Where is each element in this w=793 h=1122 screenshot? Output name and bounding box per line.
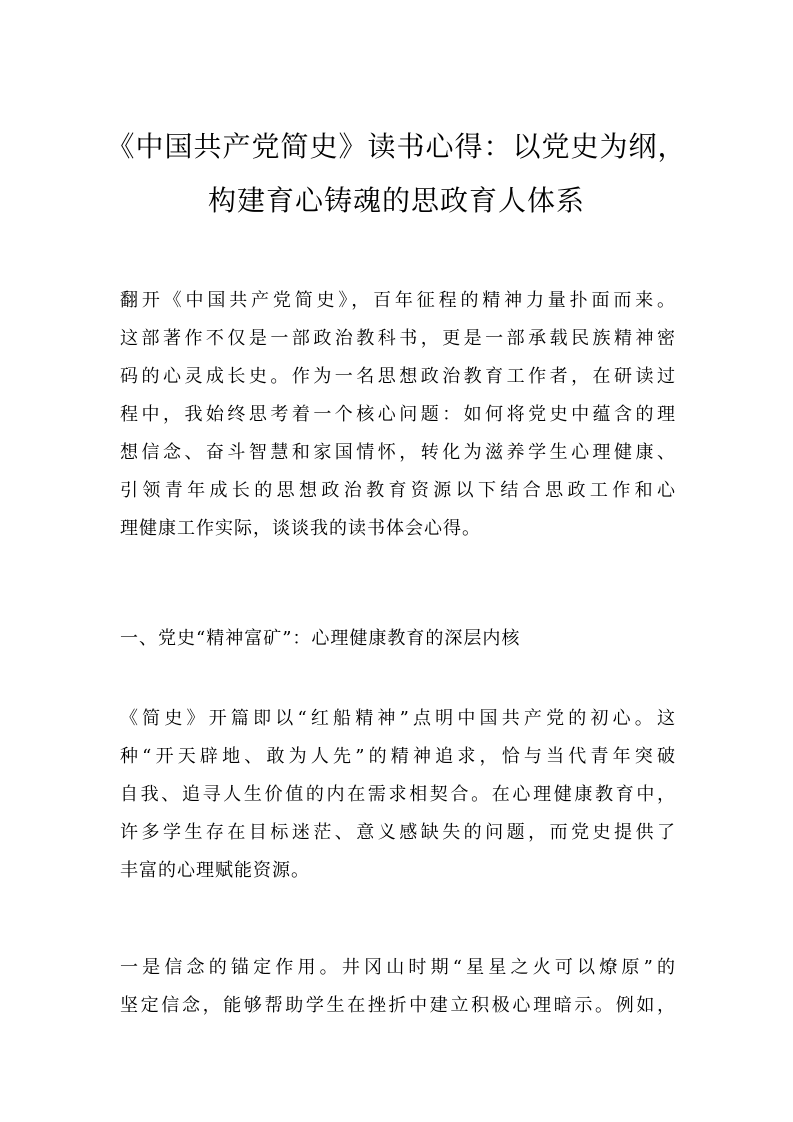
paragraph-line: 引领青年成长的思想政治教育资源以下结合思政工作和心 [120, 480, 676, 501]
paragraph-line: 理健康工作实际，谈谈我的读书体会心得。 [120, 518, 481, 539]
paragraph-line: 翻开《中国共产党简史》，百年征程的精神力量扑面而来。 [120, 290, 676, 311]
paragraph-line: 许多学生存在目标迷茫、意义感缺失的问题，而党史提供了 [120, 822, 676, 843]
paragraph-line: 程中，我始终思考着一个核心问题：如何将党史中蕴含的理 [120, 404, 676, 425]
paragraph-line: 码的心灵成长史。作为一名思想政治教育工作者，在研读过 [120, 366, 676, 387]
paragraph-intro [120, 282, 676, 548]
paragraph-line: 种“开天辟地、敢为人先”的精神追求，恰与当代青年突破 [120, 746, 676, 767]
paragraph-belief [120, 949, 676, 1025]
paragraph-red-boat [120, 700, 676, 890]
paragraph-line: 丰富的心理赋能资源。 [120, 860, 310, 881]
paragraph-line: 想信念、奋斗智慧和家国情怀，转化为滋养学生心理健康、 [120, 442, 676, 463]
paragraph-line: 坚定信念，能够帮助学生在挫折中建立积极心理暗示。例如， [120, 995, 676, 1016]
document-title [100, 120, 693, 228]
paragraph-line: 这部著作不仅是一部政治教科书，更是一部承载民族精神密 [120, 328, 676, 349]
title-line-2: 构建育心铸魂的思政育人体系 [207, 184, 585, 217]
paragraph-line: 自我、追寻人生价值的内在需求相契合。在心理健康教育中， [120, 784, 676, 805]
title-line-1: 《中国共产党简史》读书心得：以党史为纲， [106, 130, 687, 163]
paragraph-line: 一是信念的锚定作用。井冈山时期“星星之火可以燎原”的 [120, 957, 676, 978]
section-heading-text: 一、党史“精神富矿”：心理健康教育的深层内核 [120, 628, 521, 649]
paragraph-line: 《简史》开篇即以“红船精神”点明中国共产党的初心。这 [120, 708, 676, 729]
section-heading-1 [120, 620, 676, 658]
